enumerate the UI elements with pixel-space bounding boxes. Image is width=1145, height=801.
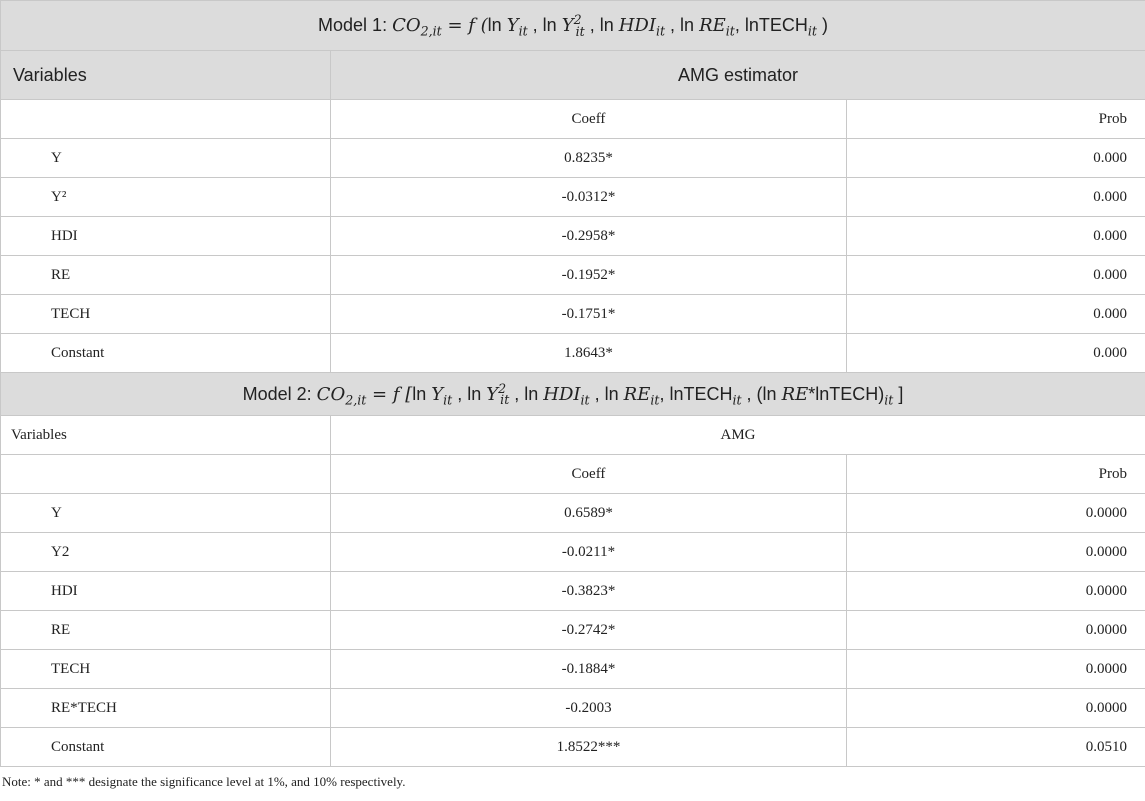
model2-header-row (1, 373, 1145, 416)
prob-cell: 0.000 (847, 217, 1145, 256)
variable-cell: HDI (1, 572, 331, 611)
table-row (1, 334, 1145, 373)
variable-cell: RE (1, 256, 331, 295)
prob-cell: 0.0510 (847, 728, 1145, 767)
prob-cell: 0.0000 (847, 533, 1145, 572)
variable-cell: RE*TECH (1, 689, 331, 728)
variables-header: Variables (1, 51, 331, 100)
table-row (1, 689, 1145, 728)
coeff-header: Coeff (331, 455, 847, 494)
model1-column-header-row (1, 51, 1145, 100)
blank-cell (1, 455, 331, 494)
coeff-cell: -0.2958* (331, 217, 847, 256)
model2-equation: Model 2: $CO_{2,it} = f$ [ln $Y_{it}$ , $\ln Y^2_{it}$ , $\ln HDI_{it}$ , $\ln RE_{it}$, lnTECH$_{it}$ , (ln $RE*lnTECH)_{it}$ ] (1, 373, 1145, 416)
coeff-header: Coeff (331, 100, 847, 139)
variable-cell: TECH (1, 650, 331, 689)
coeff-cell: -0.0211* (331, 533, 847, 572)
variable-cell: Y (1, 494, 331, 533)
prob-cell: 0.0000 (847, 650, 1145, 689)
table-note: Note: * and *** designate the significance level at 1%, and 10% respectively. (2, 774, 406, 789)
coeff-cell: -0.3823* (331, 572, 847, 611)
variable-cell: Constant (1, 334, 331, 373)
variable-cell: RE (1, 611, 331, 650)
estimator-header: AMG estimator (331, 51, 1145, 100)
table-row (1, 295, 1145, 334)
variable-cell: Constant (1, 728, 331, 767)
model1-header-row (1, 1, 1145, 51)
prob-cell: 0.0000 (847, 689, 1145, 728)
prob-header: Prob (847, 100, 1145, 139)
variable-cell: Y (1, 139, 331, 178)
prob-cell: 0.000 (847, 178, 1145, 217)
variable-cell: Y2 (1, 533, 331, 572)
prob-cell: 0.000 (847, 139, 1145, 178)
prob-header: Prob (847, 455, 1145, 494)
variables-header: Variables (1, 416, 331, 455)
table-row (1, 572, 1145, 611)
coeff-cell: -0.2742* (331, 611, 847, 650)
table-row (1, 256, 1145, 295)
model1-subheader-row (1, 100, 1145, 139)
coeff-cell: -0.1884* (331, 650, 847, 689)
prob-cell: 0.0000 (847, 611, 1145, 650)
coeff-cell: -0.1751* (331, 295, 847, 334)
coeff-cell: 0.8235* (331, 139, 847, 178)
table-row (1, 178, 1145, 217)
model1-equation: Model 1: $CO_{2,it} = f$ (ln $Y_{it}$ , $\ln Y^2_{it}$ , $\ln HDI_{it}$ , $\ln RE_{it}$, lnTECH$_{it}$ ) (1, 1, 1145, 51)
table-row (1, 728, 1145, 767)
coeff-cell: 1.8522*** (331, 728, 847, 767)
table-row (1, 217, 1145, 256)
table-row (1, 650, 1145, 689)
variable-cell: HDI (1, 217, 331, 256)
prob-cell: 0.000 (847, 256, 1145, 295)
table-row (1, 139, 1145, 178)
variable-cell: Y² (1, 178, 331, 217)
coeff-cell: -0.0312* (331, 178, 847, 217)
prob-cell: 0.000 (847, 295, 1145, 334)
coeff-cell: -0.2003 (331, 689, 847, 728)
prob-cell: 0.0000 (847, 572, 1145, 611)
estimator-header: AMG (331, 416, 1145, 455)
variable-cell: TECH (1, 295, 331, 334)
prob-cell: 0.000 (847, 334, 1145, 373)
table-row (1, 611, 1145, 650)
coeff-cell: -0.1952* (331, 256, 847, 295)
table-row (1, 533, 1145, 572)
coeff-cell: 0.6589* (331, 494, 847, 533)
model2-column-header-row (1, 416, 1145, 455)
model2-subheader-row (1, 455, 1145, 494)
blank-cell (1, 100, 331, 139)
table-row (1, 494, 1145, 533)
prob-cell: 0.0000 (847, 494, 1145, 533)
coeff-cell: 1.8643* (331, 334, 847, 373)
